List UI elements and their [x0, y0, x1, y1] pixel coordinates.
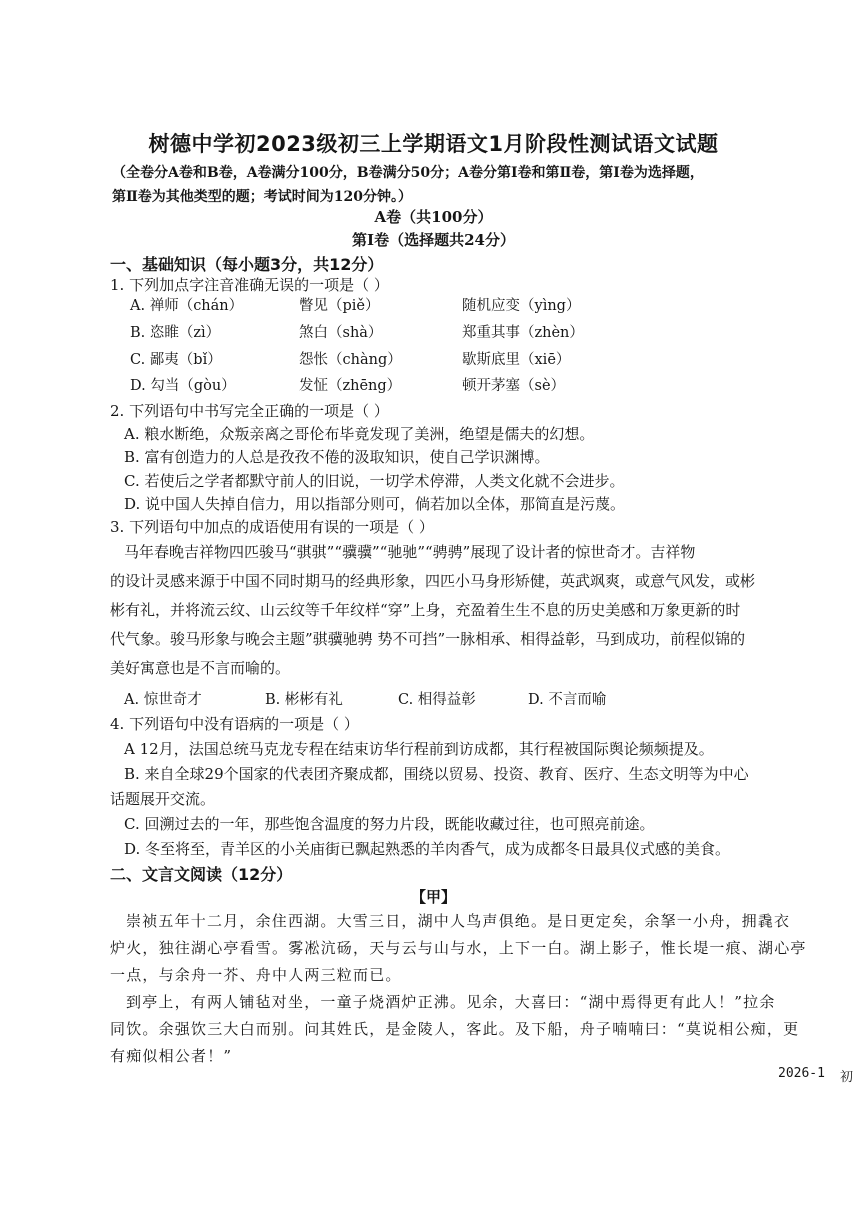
- q1-option-d-3: 顿开茅塞（sè）: [462, 378, 566, 394]
- q3-option-c: C. 相得益彰: [398, 692, 476, 708]
- classical-line-2: 炉火，独往湖心亭看雪。雾凇沆砀，天与云与山与水，上下一白。湖上影子，惟长堤一痕、湖心亭: [110, 939, 807, 957]
- exam-intro-line-1: （全卷分A卷和B卷，A卷满分100分，B卷满分50分；A卷分第Ⅰ卷和第Ⅱ卷，第Ⅰ卷为选择题，: [112, 165, 704, 181]
- q1-option-b-2: 煞白（shà）: [299, 325, 383, 341]
- q1-option-c-1: C. 鄙夷（bǐ）: [130, 352, 222, 368]
- q1-stem: 1. 下列加点字注音准确无误的一项是（ ）: [110, 276, 389, 294]
- q3-stem: 3. 下列语句中加点的成语使用有误的一项是（ ）: [110, 518, 434, 536]
- q4-option-d: D. 冬至将至，青羊区的小关庙街已飘起熟悉的羊肉香气，成为成都冬日最具仪式感的美食。: [124, 840, 731, 858]
- q1-option-c-2: 怨怅（chàng）: [299, 352, 402, 368]
- q1-option-a-1: A. 禅师（chán）: [130, 298, 244, 314]
- section-1-heading: 一、基础知识（每小题3分，共12分）: [110, 255, 384, 274]
- part-a-heading: A卷（共100分）: [374, 208, 493, 226]
- q2-option-d: D. 说中国人失掉自信力，用以指部分则可，倘若加以全体，那简直是污蔑。: [124, 495, 626, 513]
- classical-line-4: 到亭上，有两人铺毡对坐，一童子烧酒炉正沸。见余，大喜曰：“湖中焉得更有此人！”拉余: [126, 993, 776, 1011]
- q3-option-d: D. 不言而喻: [528, 692, 607, 708]
- q3-passage-line-4: 代气象。骏马形象与晚会主题”骐骥驰骋 势不可挡”一脉相承、相得益彰，马到成功，前程似锦的: [110, 630, 746, 648]
- q3-passage-line-2: 的设计灵感来源于中国不同时期马的经典形象，四匹小马身形矫健，英武飒爽，或意气风发，或彬: [110, 572, 756, 590]
- q4-option-b-line-2: 话题展开交流。: [110, 790, 216, 808]
- q1-option-b-3: 郑重其事（zhèn）: [462, 325, 584, 341]
- footer-grade: 初: [840, 1070, 854, 1085]
- q1-option-a-2: 瞥见（piě）: [299, 298, 380, 314]
- footer-date: 2026-1: [778, 1066, 825, 1081]
- q4-option-c: C. 回溯过去的一年，那些饱含温度的努力片段，既能收藏过往，也可照亮前途。: [124, 815, 655, 833]
- q1-option-c-3: 歇斯底里（xiē）: [462, 352, 571, 368]
- q1-option-b-1: B. 恣睢（zì）: [130, 325, 221, 341]
- q1-option-d-1: D. 勾当（gòu）: [130, 378, 236, 394]
- classical-line-3: 一点，与余舟一芥、舟中人两三粒而已。: [110, 966, 402, 984]
- q1-option-d-2: 发怔（zhēng）: [299, 378, 402, 394]
- passage-label-jia: 【甲】: [410, 888, 456, 906]
- volume-1-heading: 第Ⅰ卷（选择题共24分）: [352, 231, 515, 249]
- q2-option-a: A. 粮水断绝，众叛亲离之哥伦布毕竟发现了美洲，绝望是儒夫的幻想。: [124, 425, 595, 443]
- classical-line-5: 同饮。余强饮三大白而别。问其姓氏，是金陵人，客此。及下船，舟子喃喃曰：“莫说相公痴，更: [110, 1020, 800, 1038]
- q3-passage-line-3: 彬有礼，并将流云纹、山云纹等千年纹样“穿”上身，充盈着生生不息的历史美感和万象更新的时: [110, 601, 741, 619]
- classical-line-1: 崇祯五年十二月，余住西湖。大雪三日，湖中人鸟声俱绝。是日更定矣，余拏一小舟，拥毳衣: [126, 912, 791, 930]
- exam-intro-line-2: 第Ⅱ卷为其他类型的题；考试时间为120分钟。）: [112, 189, 413, 205]
- q3-option-b: B. 彬彬有礼: [265, 692, 343, 708]
- exam-title: 树德中学初2023级初三上学期语文1月阶段性测试语文试题: [148, 132, 719, 156]
- q2-stem: 2. 下列语句中书写完全正确的一项是（ ）: [110, 402, 389, 420]
- classical-line-6: 有痴似相公者！”: [110, 1047, 233, 1065]
- q2-option-c: C. 若使后之学者都默守前人的旧说，一切学术停滞，人类文化就不会进步。: [124, 472, 625, 490]
- q3-option-a: A. 惊世奇才: [124, 692, 202, 708]
- q1-option-a-3: 随机应变（yìng）: [462, 298, 581, 314]
- q2-option-b: B. 富有创造力的人总是孜孜不倦的汲取知识，使自己学识渊博。: [124, 448, 550, 466]
- q3-passage-line-1: 马年春晚吉祥物四匹骏马“骐骐”“骥骥”“驰驰”“骋骋”展现了设计者的惊世奇才。吉祥物: [124, 543, 696, 561]
- section-2-heading: 二、文言文阅读（12分）: [110, 865, 293, 884]
- q4-option-b-line-1: B. 来自全球29个国家的代表团齐聚成都，围绕以贸易、投资、教育、医疗、生态文明等为中心: [124, 765, 749, 783]
- q4-stem: 4. 下列语句中没有语病的一项是（ ）: [110, 715, 359, 733]
- q4-option-a: A 12月，法国总统马克龙专程在结束访华行程前到访成都，其行程被国际舆论频频提及。: [124, 740, 714, 758]
- q3-passage-line-5: 美好寓意也是不言而喻的。: [110, 659, 291, 677]
